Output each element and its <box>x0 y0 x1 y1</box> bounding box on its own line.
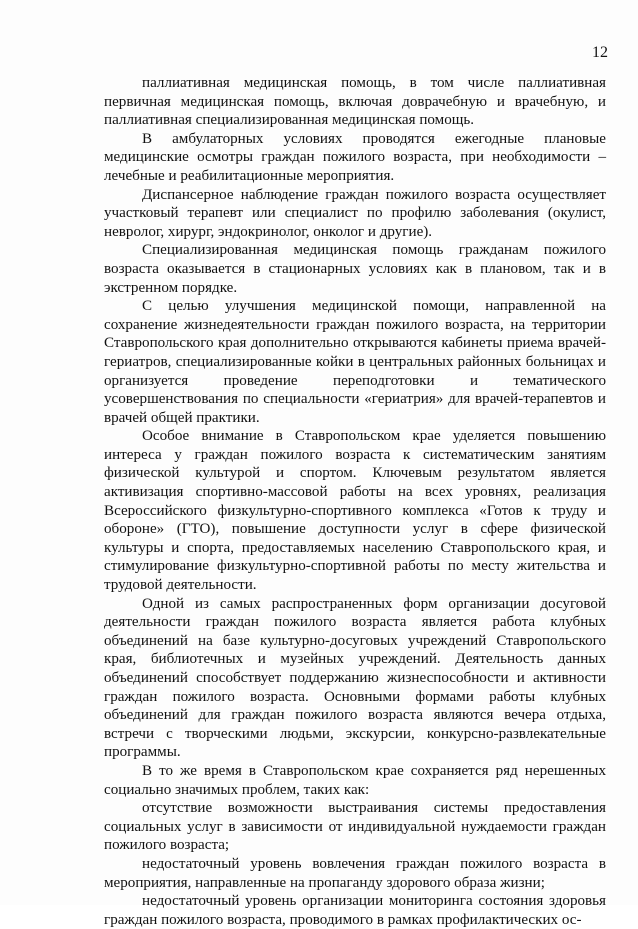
page-number: 12 <box>592 44 608 61</box>
paragraph-outpatient-exams: В амбулаторных условиях проводятся ежегодные плановые медицинские осмотры граждан пожилого возраста, при необходимости – лечебные и реабилитационные мероприятия. <box>104 130 606 184</box>
list-item-healthy-lifestyle: недостаточный уровень вовлечения граждан пожилого возраста в мероприятия, направленные на пропаганду здорового образа жизни; <box>104 855 606 891</box>
paragraph-dispensary-observation: Диспансерное наблюдение граждан пожилого возраста осуществляет участковый терапевт или специалист по профилю заболевания (окулист, невролог, хирург, эндокринолог, онколог и другие). <box>104 186 606 240</box>
paragraph-palliative-care: паллиативная медицинская помощь, в том числе паллиативная первичная медицинская помощь, включая доврачебную и врачебную, и паллиативная специализированная медицинская помощь. <box>104 75 606 129</box>
paragraph-specialized-care: Специализированная медицинская помощь гражданам пожилого возраста оказывается в стационарных условиях как в плановом, так и в экстренном порядке. <box>104 242 606 296</box>
list-item-social-services: отсутствие возможности выстраивания системы предоставления социальных услуг в зависимости от индивидуальной нуждаемости граждан пожилого возраста; <box>104 800 606 854</box>
document-body <box>104 74 606 929</box>
paragraph-physical-culture: Особое внимание в Ставропольском крае уделяется повышению интереса у граждан пожилого возраста к систематическим занятиям физической культурой и спортом. Ключевым результатом является активизация спортивно-массовой работы на всех уровнях, реализация Всероссийского физкультурно-спортивного комплекса «Готов к труду и обороне» (ГТО), повышение доступности услуг в сфере физической культуры и спорта, предоставляемых населению Ставропольского края, и стимулирование физкультурно-спортивной работы по месту жительства и трудовой деятельности. <box>104 428 606 594</box>
paragraph-geriatric-offices: С целью улучшения медицинской помощи, направленной на сохранение жизнедеятельности граждан пожилого возраста, на территории Ставропольского края дополнительно открываются кабинеты приема врачей-гериатров, специализированные койки в центральных районных больницах и организуется проведение переподготовки и тематического усовершенствования по специальности «гериатрия» для врачей-терапевтов и врачей общей практики. <box>104 298 606 426</box>
paragraph-leisure-clubs: Одной из самых распространенных форм организации досуговой деятельности граждан пожилого возраста является работа клубных объединений на базе культурно-досуговых учреждений Ставропольского края, библиотечных и музейных учреждений. Деятельность данных объединений способствует поддержанию жизнеспособности и активности граждан пожилого возраста. Основными формами работы клубных объединений для граждан пожилого возраста являются вечера отдыха, встречи с творческими людьми, экскурсии, конкурсно-развлекательные программы. <box>104 595 606 761</box>
list-item-health-monitoring: недостаточный уровень организации мониторинга состояния здоровья граждан пожилого возраста, проводимого в рамках профилактических ос- <box>104 893 606 928</box>
paragraph-unsolved-problems: В то же время в Ставропольском крае сохраняется ряд нерешенных социально значимых проблем, таких как: <box>104 762 606 798</box>
